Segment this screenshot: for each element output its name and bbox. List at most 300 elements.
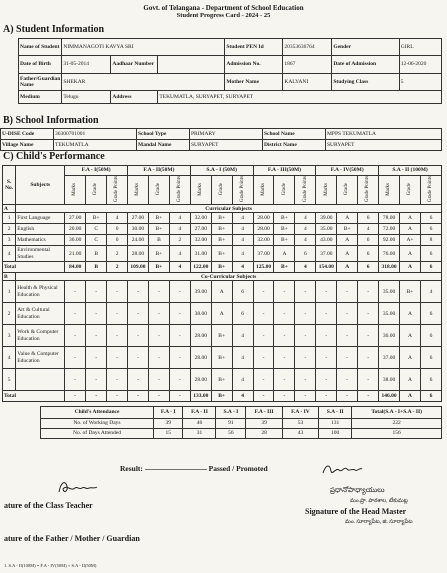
co-curricular-row-cell: 4 <box>420 281 441 303</box>
co-curricular-row-cell: B+ <box>211 369 232 391</box>
co-curricular-row-cell: - <box>316 369 337 391</box>
subcol-header <box>86 176 107 205</box>
curricular-row-cell: B+ <box>148 246 169 262</box>
co-curricular-row-cell: 4 <box>232 347 253 369</box>
subcol-header <box>420 176 441 205</box>
curricular-total-cell: B+ <box>274 262 295 273</box>
curricular-row-cell: 6 <box>420 246 441 262</box>
curricular-total-cell: 4 <box>295 262 316 273</box>
exam-header: S.A - I (50M) <box>190 166 253 176</box>
co-curricular-row-cell: - <box>86 369 107 391</box>
curricular-row-cell: 21.00 <box>65 246 86 262</box>
co-curricular-row-cell: - <box>65 281 86 303</box>
admission-value: 1867 <box>283 56 332 74</box>
co-curricular-total-cell: A <box>400 391 421 402</box>
co-curricular-row-cell: - <box>148 303 169 325</box>
curricular-row-cell: A <box>274 246 295 262</box>
aadhaar-value <box>158 56 225 74</box>
co-curricular-row-cell: 38.00 <box>190 303 211 325</box>
subcol-label: Grade <box>281 182 287 196</box>
curricular-row-cell: 24.00 <box>128 235 149 246</box>
co-curricular-row-cell: - <box>358 303 379 325</box>
curricular-row-cell: 4 <box>232 235 253 246</box>
curricular-row-cell: A <box>400 224 421 235</box>
curricular-row-cell: B+ <box>211 235 232 246</box>
co-curricular-row-cell: - <box>128 347 149 369</box>
co-curricular-row-cell: 6 <box>232 281 253 303</box>
co-curricular-row-cell: - <box>337 281 358 303</box>
co-curricular-row-cell: - <box>128 325 149 347</box>
curricular-total-cell: A <box>337 262 358 273</box>
curricular-total-cell: 6 <box>420 262 441 273</box>
co-curricular-group-letter: B <box>3 273 16 281</box>
co-curricular-row-cell: - <box>128 281 149 303</box>
co-curricular-row-subject: Work & Computer Education <box>16 325 65 347</box>
curricular-row-cell: 32.00 <box>190 235 211 246</box>
co-curricular-row-cell: - <box>169 325 190 347</box>
curricular-row-cell: 4 <box>107 213 128 224</box>
curricular-row-cell: 6 <box>420 224 441 235</box>
class-value: 5 <box>399 74 441 91</box>
result-line: Result: ------------------------------- Passed / Promoted <box>120 464 268 473</box>
subjects-header: Subjects <box>16 166 65 205</box>
curricular-total-cell: 109.00 <box>128 262 149 273</box>
mother-label: Mother Name <box>225 74 283 91</box>
curricular-row-cell: 6 <box>358 235 379 246</box>
district-label: District Name <box>263 140 326 151</box>
co-curricular-row-cell: - <box>253 369 274 391</box>
performance-table <box>2 165 442 402</box>
curricular-row-cell: 6 <box>420 213 441 224</box>
co-curricular-row-cell: - <box>337 369 358 391</box>
co-curricular-row-cell: - <box>169 303 190 325</box>
attendance-cell: 91 <box>216 419 246 429</box>
co-curricular-row-cell: - <box>107 369 128 391</box>
co-curricular-row-cell: - <box>316 347 337 369</box>
head-master-label: Signature of the Head Master <box>305 507 407 516</box>
curricular-row-sno: 3 <box>3 235 16 246</box>
co-curricular-row-cell: - <box>295 281 316 303</box>
attendance-cell: 53 <box>282 419 318 429</box>
subcol-header <box>253 176 274 205</box>
curricular-row-cell: 6 <box>358 213 379 224</box>
curricular-row-cell: 4 <box>169 213 190 224</box>
co-curricular-row-cell: A <box>400 325 421 347</box>
co-curricular-row-cell: 6 <box>232 303 253 325</box>
co-curricular-row-sno: 3 <box>3 325 16 347</box>
footnote: 1. S.A - II(100M) = F.A - IV(50M) + S.A - II(50M) <box>4 563 97 568</box>
co-curricular-total-cell: - <box>148 391 169 402</box>
attendance-cell: 39 <box>154 419 183 429</box>
attendance-col-header: F.A - III <box>246 407 283 419</box>
co-curricular-row-cell: - <box>169 281 190 303</box>
co-curricular-row-cell: 35.00 <box>379 303 400 325</box>
stamp-line-3: మం. సూర్యాపేట, జి. సూర్యాపేట <box>345 519 413 525</box>
co-curricular-total-cell: - <box>358 391 379 402</box>
attendance-col-header: S.A - II <box>318 407 351 419</box>
co-curricular-row-subject: Art & Cultural Education <box>16 303 65 325</box>
curricular-row-cell: B+ <box>337 224 358 235</box>
attendance-title: Child's Attendance <box>41 407 154 419</box>
curricular-row-cell: 27.00 <box>128 213 149 224</box>
co-curricular-total-cell: - <box>316 391 337 402</box>
curricular-row-cell: 2 <box>107 246 128 262</box>
curricular-total-cell: 2 <box>107 262 128 273</box>
co-curricular-row-cell: - <box>274 281 295 303</box>
co-curricular-row-cell: 4 <box>232 325 253 347</box>
co-curricular-total-cell: - <box>169 391 190 402</box>
medium-label: Medium <box>19 91 62 104</box>
result-value: Passed / Promoted <box>208 464 268 473</box>
subcol-label: Marks <box>323 182 329 196</box>
student-info-heading: A) Student Information <box>3 24 105 35</box>
mandal-value: SURYAPET <box>190 140 263 151</box>
school-type-value: PRIMARY <box>190 129 263 140</box>
class-label: Studying Class <box>332 74 399 91</box>
gender-value: GIRL <box>399 39 441 56</box>
school-info-heading: B) School Information <box>3 115 99 126</box>
co-curricular-row-cell: 6 <box>420 325 441 347</box>
udise-value: 36300701001 <box>54 129 137 140</box>
co-curricular-row-cell: - <box>86 325 107 347</box>
co-curricular-row-cell: 6 <box>420 369 441 391</box>
co-curricular-row-subject <box>16 369 65 391</box>
curricular-total-cell: B+ <box>148 262 169 273</box>
curricular-total-cell: 122.00 <box>190 262 211 273</box>
co-curricular-row-cell: B+ <box>211 347 232 369</box>
curricular-row-cell: 6 <box>358 246 379 262</box>
curricular-row-cell: 32.00 <box>190 213 211 224</box>
curricular-row-cell: 28.00 <box>128 246 149 262</box>
subcol-label: Marks <box>386 182 392 196</box>
co-curricular-total-cell: B+ <box>211 391 232 402</box>
curricular-row-cell: B+ <box>148 224 169 235</box>
curricular-row-cell: 0 <box>107 235 128 246</box>
mandal-label: Mandal Name <box>137 140 190 151</box>
stamp-line-1: ప్రధానోపాధ్యాయులు <box>330 486 385 494</box>
class-teacher-signature <box>55 478 99 498</box>
attendance-cell: 31 <box>183 429 216 439</box>
school-name-label: School Name <box>263 129 326 140</box>
curricular-row-subject: English <box>16 224 65 235</box>
co-curricular-row-cell: 39.00 <box>190 281 211 303</box>
attendance-cell: 43 <box>282 429 318 439</box>
co-curricular-total-cell: - <box>274 391 295 402</box>
co-curricular-row-cell: - <box>274 325 295 347</box>
subcol-header <box>274 176 295 205</box>
curricular-row-cell: 27.00 <box>65 213 86 224</box>
attendance-col-header: S.A - I <box>216 407 246 419</box>
curricular-total-cell: 125.00 <box>253 262 274 273</box>
co-curricular-row-cell: - <box>316 303 337 325</box>
co-curricular-row-cell: B+ <box>211 325 232 347</box>
co-curricular-row-cell: - <box>253 303 274 325</box>
pen-value: 20353636764 <box>283 39 332 56</box>
father-label: Father/Guardian Name <box>19 74 62 91</box>
co-curricular-row-cell: A <box>211 303 232 325</box>
curricular-row-cell: 31.00 <box>190 246 211 262</box>
subcol-header <box>295 176 316 205</box>
co-curricular-row-cell: 4 <box>232 369 253 391</box>
curricular-row-cell: 0 <box>107 224 128 235</box>
head-master-signature <box>320 461 364 481</box>
co-curricular-total-cell: - <box>107 391 128 402</box>
curricular-row-cell: 32.00 <box>253 235 274 246</box>
co-curricular-row-cell: - <box>274 369 295 391</box>
curricular-total-cell: B+ <box>211 262 232 273</box>
subcol-header <box>65 176 86 205</box>
subcol-label: Grade Points <box>428 176 434 202</box>
attendance-cell: 131 <box>318 419 351 429</box>
subcol-header <box>358 176 379 205</box>
curricular-row-cell: 72.00 <box>379 224 400 235</box>
village-value: TEKUMATLA <box>54 140 137 151</box>
curricular-row-cell: 2 <box>169 235 190 246</box>
curricular-row-cell: 6 <box>295 246 316 262</box>
curricular-row-cell: B+ <box>274 224 295 235</box>
co-curricular-row-cell: 36.00 <box>379 325 400 347</box>
co-curricular-row-cell: - <box>65 347 86 369</box>
co-curricular-row-subject: Health & Physical Education <box>16 281 65 303</box>
subcol-header <box>379 176 400 205</box>
curricular-row-cell: A+ <box>400 235 421 246</box>
curricular-row-cell: B+ <box>148 213 169 224</box>
co-curricular-row-cell: - <box>274 303 295 325</box>
curricular-row-cell: 92.00 <box>379 235 400 246</box>
co-curricular-row-cell: - <box>295 369 316 391</box>
co-curricular-total-cell: - <box>337 391 358 402</box>
curricular-total-cell: B <box>86 262 107 273</box>
attendance-cell: 15 <box>154 429 183 439</box>
exam-header: F.A - I(50M) <box>65 166 128 176</box>
co-curricular-row-cell: - <box>337 303 358 325</box>
subcol-label: Grade <box>93 182 99 196</box>
co-curricular-row-cell: - <box>295 347 316 369</box>
co-curricular-total-cell: - <box>128 391 149 402</box>
co-curricular-row-cell: - <box>107 347 128 369</box>
mother-value: KALYANI <box>283 74 332 91</box>
co-curricular-row-cell: - <box>107 281 128 303</box>
co-curricular-row-cell: - <box>169 369 190 391</box>
co-curricular-row-sno: 5 <box>3 369 16 391</box>
subcol-label: Grade Points <box>114 176 120 202</box>
curricular-group-letter: A <box>3 205 16 213</box>
doa-label: Date of Admission <box>332 56 399 74</box>
curricular-row-cell: A <box>400 213 421 224</box>
co-curricular-row-cell: - <box>148 347 169 369</box>
curricular-row-cell: 36.00 <box>65 235 86 246</box>
co-curricular-row-subject: Value & Computer Education <box>16 347 65 369</box>
attendance-col-header: Total(S.A - I+S.A - II) <box>352 407 442 419</box>
co-curricular-row-cell: - <box>358 369 379 391</box>
curricular-row-cell: B <box>86 246 107 262</box>
co-curricular-row-cell: - <box>86 347 107 369</box>
address-label: Address <box>111 91 158 104</box>
curricular-row-cell: 76.00 <box>379 246 400 262</box>
dob-value: 31-05-2014 <box>62 56 111 74</box>
admission-label: Admission No. <box>225 56 283 74</box>
curricular-row-sno: 1 <box>3 213 16 224</box>
curricular-row-cell: 4 <box>232 246 253 262</box>
co-curricular-row-cell: - <box>107 325 128 347</box>
curricular-row-sno: 4 <box>3 246 16 262</box>
co-curricular-row-cell: - <box>253 281 274 303</box>
attendance-cell: 222 <box>352 419 442 429</box>
co-curricular-row-cell: - <box>274 347 295 369</box>
co-curricular-row-cell: - <box>148 369 169 391</box>
curricular-row-cell: 4 <box>358 224 379 235</box>
attendance-cell: 46 <box>183 419 216 429</box>
subcol-header <box>107 176 128 205</box>
co-curricular-total-cell: 146.00 <box>379 391 400 402</box>
curricular-row-cell: 35.00 <box>316 224 337 235</box>
student-name: NIMMANAGOTI KAVYA SRI <box>62 39 225 56</box>
curricular-row-cell: 4 <box>169 246 190 262</box>
subcol-label: Grade Points <box>302 176 308 202</box>
subcol-label: Grade Points <box>177 176 183 202</box>
subcol-label: Grade <box>156 182 162 196</box>
attendance-cell: 156 <box>352 429 442 439</box>
subcol-label: Grade Points <box>239 176 245 202</box>
curricular-row-cell: 4 <box>232 213 253 224</box>
subcol-header <box>400 176 421 205</box>
curricular-row-sno: 2 <box>3 224 16 235</box>
co-curricular-total-cell: - <box>86 391 107 402</box>
curricular-row-cell: B+ <box>274 213 295 224</box>
udise-label: U-DISE Code <box>1 129 54 140</box>
co-curricular-row-cell: A <box>400 303 421 325</box>
address-value: TEKUMATLA, SURYAPET, SURYAPET <box>158 91 442 104</box>
performance-heading: C) Child's Performance <box>3 151 105 162</box>
co-curricular-row-cell: 6 <box>420 347 441 369</box>
card-title: Student Progress Card - 2024 - 25 <box>176 12 271 19</box>
dob-label: Date of Birth <box>19 56 62 74</box>
exam-header: S.A - II (100M) <box>379 166 442 176</box>
curricular-row-cell: 30.00 <box>128 224 149 235</box>
co-curricular-row-cell: - <box>358 281 379 303</box>
stamp-line-2: మం.ప్రా. పాఠశాల, టేకుమట్ల <box>350 498 408 504</box>
curricular-row-cell: A <box>400 246 421 262</box>
curricular-total-label: Total <box>3 262 65 273</box>
curricular-row-cell: 4 <box>232 224 253 235</box>
subcol-label: Marks <box>198 182 203 196</box>
curricular-total-cell: 4 <box>232 262 253 273</box>
curricular-row-subject: First Language <box>16 213 65 224</box>
curricular-row-cell: 4 <box>169 224 190 235</box>
curricular-total-cell: 6 <box>358 262 379 273</box>
curricular-row-subject: Environmental Studies <box>16 246 65 262</box>
co-curricular-total-label: Total <box>3 391 65 402</box>
doa-value: 12-06-2020 <box>399 56 441 74</box>
curricular-row-cell: 37.00 <box>316 246 337 262</box>
subcol-label: Grade Points <box>365 176 371 202</box>
co-curricular-row-cell: B+ <box>400 281 421 303</box>
subcol-label: Marks <box>260 182 266 196</box>
attendance-table <box>40 406 442 439</box>
subcol-header <box>337 176 358 205</box>
curricular-row-cell: B+ <box>211 246 232 262</box>
co-curricular-row-cell: - <box>65 369 86 391</box>
subcol-header <box>148 176 169 205</box>
co-curricular-row-cell: - <box>86 281 107 303</box>
subcol-label: Grade <box>344 182 350 196</box>
class-teacher-label: ature of the Class Teacher <box>4 501 93 510</box>
curricular-row-cell: 8 <box>420 235 441 246</box>
co-curricular-row-cell: 28.00 <box>190 347 211 369</box>
curricular-row-cell: 27.00 <box>190 224 211 235</box>
co-curricular-total-cell: 133.00 <box>190 391 211 402</box>
co-curricular-group-title: Co-Curricular Subjects <box>16 273 442 281</box>
district-value: SURYAPET <box>326 140 442 151</box>
attendance-row-label: No. of Days Attended <box>41 429 154 439</box>
co-curricular-row-cell: - <box>128 369 149 391</box>
curricular-row-cell: 4 <box>295 224 316 235</box>
co-curricular-row-cell: - <box>86 303 107 325</box>
dept-header: Govt. of Telangana - Department of School Education <box>143 4 304 12</box>
curricular-row-cell: 37.00 <box>253 246 274 262</box>
curricular-row-cell: A <box>337 213 358 224</box>
curricular-row-cell: A <box>337 235 358 246</box>
co-curricular-row-cell: - <box>148 325 169 347</box>
curricular-row-cell: B+ <box>211 213 232 224</box>
result-label: Result: <box>120 464 143 473</box>
subcol-label: Marks <box>72 182 78 196</box>
village-label: Village Name <box>1 140 54 151</box>
curricular-row-cell: 4 <box>295 213 316 224</box>
curricular-row-cell: 78.00 <box>379 213 400 224</box>
curricular-row-cell: B+ <box>86 213 107 224</box>
sno-header: S. No. <box>3 166 16 205</box>
co-curricular-row-cell: - <box>65 303 86 325</box>
curricular-row-cell: C <box>86 235 107 246</box>
curricular-row-subject: Mathematics <box>16 235 65 246</box>
attendance-col-header: F.A - II <box>183 407 216 419</box>
school-name-value: MPPS TEKUMATLA <box>326 129 442 140</box>
curricular-row-cell: 28.00 <box>253 213 274 224</box>
co-curricular-row-cell: - <box>316 325 337 347</box>
co-curricular-row-cell: - <box>169 347 190 369</box>
subcol-header <box>128 176 149 205</box>
school-info-table <box>0 128 442 151</box>
co-curricular-total-cell: - <box>253 391 274 402</box>
medium-value: Telugu <box>62 91 111 104</box>
co-curricular-total-cell: 4 <box>232 391 253 402</box>
co-curricular-row-cell: - <box>337 325 358 347</box>
co-curricular-row-cell: 28.00 <box>190 369 211 391</box>
attendance-col-header: F.A - IV <box>282 407 318 419</box>
name-label: Name of Student <box>19 39 62 56</box>
co-curricular-row-cell: - <box>65 325 86 347</box>
parent-signature-label: ature of the Father / Mother / Guardian <box>4 534 140 543</box>
subcol-label: Grade <box>218 182 224 196</box>
co-curricular-row-sno: 4 <box>3 347 16 369</box>
student-info-table <box>18 38 442 104</box>
pen-label: Student PEN Id <box>225 39 283 56</box>
exam-header: F.A - III(50M) <box>253 166 316 176</box>
curricular-row-cell: C <box>86 224 107 235</box>
curricular-row-cell: 39.00 <box>316 213 337 224</box>
curricular-row-cell: 20.00 <box>65 224 86 235</box>
school-type-label: School Type <box>137 129 190 140</box>
attendance-row-label: No. of Working Days <box>41 419 154 429</box>
curricular-total-cell: 318.00 <box>379 262 400 273</box>
curricular-total-cell: 84.00 <box>65 262 86 273</box>
gender-label: Gender <box>332 39 399 56</box>
co-curricular-row-cell: - <box>358 325 379 347</box>
co-curricular-row-cell: - <box>253 325 274 347</box>
curricular-total-cell: 4 <box>169 262 190 273</box>
attendance-cell: 39 <box>246 419 283 429</box>
